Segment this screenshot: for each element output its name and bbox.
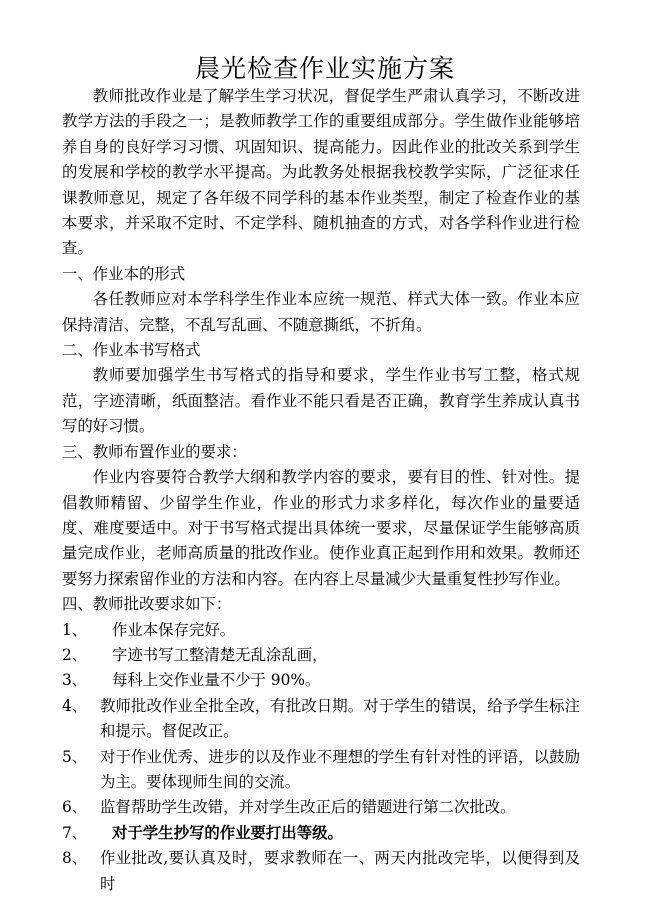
requirement-number: 4、 <box>62 696 88 715</box>
requirement-number: 3、 <box>62 671 88 690</box>
requirement-text: 对于学生抄写的作业要打出等级。 <box>112 823 343 842</box>
section-heading-3: 三、教师布置作业的要求： <box>62 442 247 461</box>
document-body <box>62 84 580 897</box>
section-heading-2: 二、作业本书写格式 <box>62 341 201 360</box>
requirement-item <box>62 795 580 820</box>
requirement-number: 2、 <box>62 645 88 664</box>
requirement-number: 6、 <box>62 798 88 817</box>
requirement-number: 8、 <box>62 849 88 868</box>
requirement-text: 对于作业优秀、进步的以及作业不理想的学生有针对性的评语，以鼓励为主。要体现师生间的交流。 <box>100 747 580 791</box>
requirement-item <box>62 618 580 643</box>
requirement-item <box>62 694 580 745</box>
requirement-item <box>62 846 580 897</box>
section-heading-4: 四、教师批改要求如下： <box>62 595 232 614</box>
requirement-text: 作业批改,要认真及时，要求教师在一、两天内批改完毕，以便得到及时 <box>100 849 580 893</box>
requirement-text: 作业本保存完好。 <box>112 620 236 639</box>
requirement-item <box>62 821 580 846</box>
section-text-2: 教师要加强学生书写格式的指导和要求，学生作业书写工整，格式规范，字迹清晰，纸面整洁。看作业不能只看是否正确，教育学生养成认真书写的好习惯。 <box>62 366 580 436</box>
requirement-item <box>62 745 580 796</box>
requirement-item <box>62 643 580 668</box>
section-heading-1: 一、作业本的形式 <box>62 264 186 283</box>
document-title: 晨光检查作业实施方案 <box>194 54 455 83</box>
requirement-text: 每科上交作业量不少于 90%。 <box>112 671 321 690</box>
section-text-3: 作业内容要符合教学大纲和教学内容的要求，要有目的性、针对性。提倡教师精留、少留学生作业，作业的形式力求多样化，每次作业的量要适度、难度要适中。对于书写格式提出具体统一要求，尽量保证学生能够高质量完成作业，老师高质量的批改作业。使作业真正起到作用和效果。教师还要努力探索留作业的方法和内容。在内容上尽量减少大量重复性抄写作业。 <box>62 468 580 588</box>
requirement-text: 字迹书写工整清楚无乱涂乱画， <box>112 645 328 664</box>
section-text-1: 各任教师应对本学科学生作业本应统一规范、样式大体一致。作业本应保持清洁、完整，不乱写乱画、不随意撕纸，不折角。 <box>62 290 580 334</box>
requirement-number: 7、 <box>62 823 88 842</box>
requirement-item <box>62 668 580 693</box>
requirement-text: 监督帮助学生改错，并对学生改正后的错题进行第二次批改。 <box>100 798 516 817</box>
intro-paragraph: 教师批改作业是了解学生学习状况，督促学生严肃认真学习，不断改进教学方法的手段之一；是教师教学工作的重要组成部分。学生做作业能够培养自身的良好学习习惯、巩固知识、提高能力。因此作业的批改关系到学生的发展和学校的教学水平提高。为此教务处根据我校教学实际，广泛征求任课教师意见，规定了各年级不同学科的基本作业类型，制定了检查作业的基本要求，并采取不定时、不定学科、随机抽查的方式，对各学科作业进行检查。 <box>62 87 580 258</box>
requirement-number: 1、 <box>62 620 88 639</box>
requirement-number: 5、 <box>62 747 88 766</box>
requirement-text: 教师批改作业全批全改，有批改日期。对于学生的错误，给予学生标注和提示。督促改正。 <box>100 696 580 741</box>
